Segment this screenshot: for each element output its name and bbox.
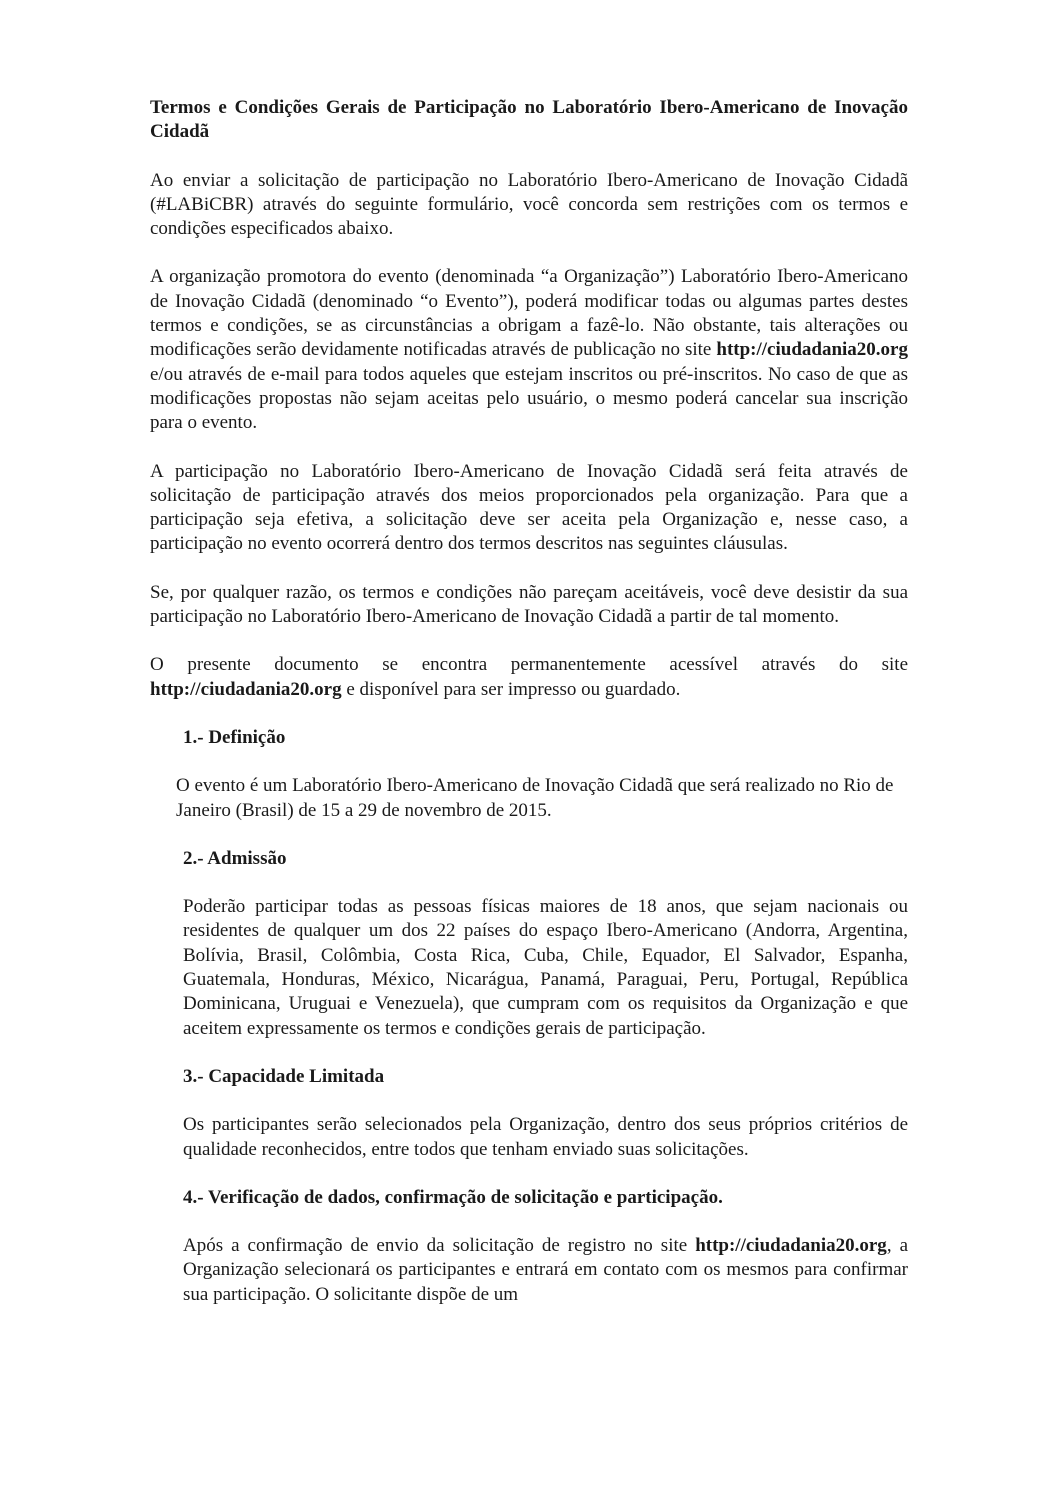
intro-paragraph-2 bbox=[150, 265, 908, 435]
section-heading-definicao: 1.- Definição bbox=[183, 726, 286, 748]
section-body-verificacao-text-a: Após a confirmação de envio da solicitação de registro no site bbox=[183, 1235, 696, 1257]
intro-paragraph-5-text-a: O presente documento se encontra permanentemente acessível através do site bbox=[150, 654, 908, 676]
intro-paragraph-5-text-b: e disponível para ser impresso ou guardado. bbox=[341, 678, 681, 700]
section-heading-verificacao: 4.- Verificação de dados, confirmação de solicitação e participação. bbox=[183, 1186, 723, 1208]
section-heading-admissao: 2.- Admissão bbox=[183, 847, 287, 869]
site-link[interactable]: http://ciudadania20.org bbox=[150, 678, 342, 700]
site-link[interactable]: http://ciudadania20.org bbox=[695, 1235, 887, 1257]
intro-paragraph-5 bbox=[150, 653, 908, 702]
section-heading-capacidade: 3.- Capacidade Limitada bbox=[183, 1065, 385, 1087]
section-body-verificacao bbox=[150, 1234, 908, 1307]
document-title: Termos e Condições Gerais de Participação no Laboratório Ibero-Americano de Inovação Cidadã bbox=[150, 97, 908, 143]
site-link[interactable]: http://ciudadania20.org bbox=[716, 339, 908, 361]
section-body-definicao: O evento é um Laboratório Ibero-Americano de Inovação Cidadã que será realizado no Rio de Janeiro (Brasil) de 15 a 29 de novembro de 2015. bbox=[176, 775, 894, 821]
intro-paragraph-3: A participação no Laboratório Ibero-Americano de Inovação Cidadã será feita através de solicitação de participação através dos meios proporcionados pela organização. Para que a participação seja efetiva, a solicitação deve ser aceita pela Organização e, nesse caso, a participação no evento ocorrerá dentro dos termos descritos nas seguintes cláusulas. bbox=[150, 460, 908, 555]
intro-paragraph-1: Ao enviar a solicitação de participação no Laboratório Ibero-Americano de Inovação Cidadã (#LABiCBR) através do seguinte formulário, você concorda sem restrições com os termos e condições especificados abaixo. bbox=[150, 169, 908, 240]
intro-paragraph-4: Se, por qualquer razão, os termos e condições não pareçam aceitáveis, você deve desistir da sua participação no Laboratório Ibero-Americano de Inovação Cidadã a partir de tal momento. bbox=[150, 581, 908, 628]
section-body-admissao: Poderão participar todas as pessoas físicas maiores de 18 anos, que sejam nacionais ou residentes de qualquer um dos 22 países do espaço Ibero-Americano (Andorra, Argentina, Bolívia, Brasil, Colômbia, Costa Rica, Cuba, Chile, Equador, El Salvador, Espanha, Guatemala, Honduras, México, Nicarágua, Panamá, Paraguai, Peru, Portugal, República Dominicana, Uruguai e Venezuela), que cumpram com os requisitos da Organização e que aceitem expressamente os termos e condições gerais de participação. bbox=[183, 896, 908, 1039]
section-body-capacidade: Os participantes serão selecionados pela Organização, dentro dos seus próprios critérios de qualidade reconhecidos, entre todos que tenham enviado suas solicitações. bbox=[183, 1114, 908, 1160]
document-page bbox=[150, 96, 908, 1307]
section-body-verificacao-text-b: , a Organização selecionará os participantes e entrará em contato com os mesmos para confirmar sua participação. O solicitante dispõe de um bbox=[183, 1235, 908, 1305]
intro-paragraph-2-text-a: A organização promotora do evento (denominada “a Organização”) Laboratório Ibero-Americano de Inovação Cidadã (denominado “o Evento”), poderá modificar todas ou algumas partes destes termos e condições, se as circunstâncias a obrigam a fazê-lo. Não obstante, tais alterações ou modificações serão devidamente notificadas através de publicação no site bbox=[150, 266, 908, 361]
intro-paragraph-2-text-b: e/ou através de e-mail para todos aqueles que estejam inscritos ou pré-inscritos. No caso de que as modificações propostas não sejam aceitas pelo usuário, o mesmo poderá cancelar sua inscrição para o evento. bbox=[150, 363, 908, 434]
